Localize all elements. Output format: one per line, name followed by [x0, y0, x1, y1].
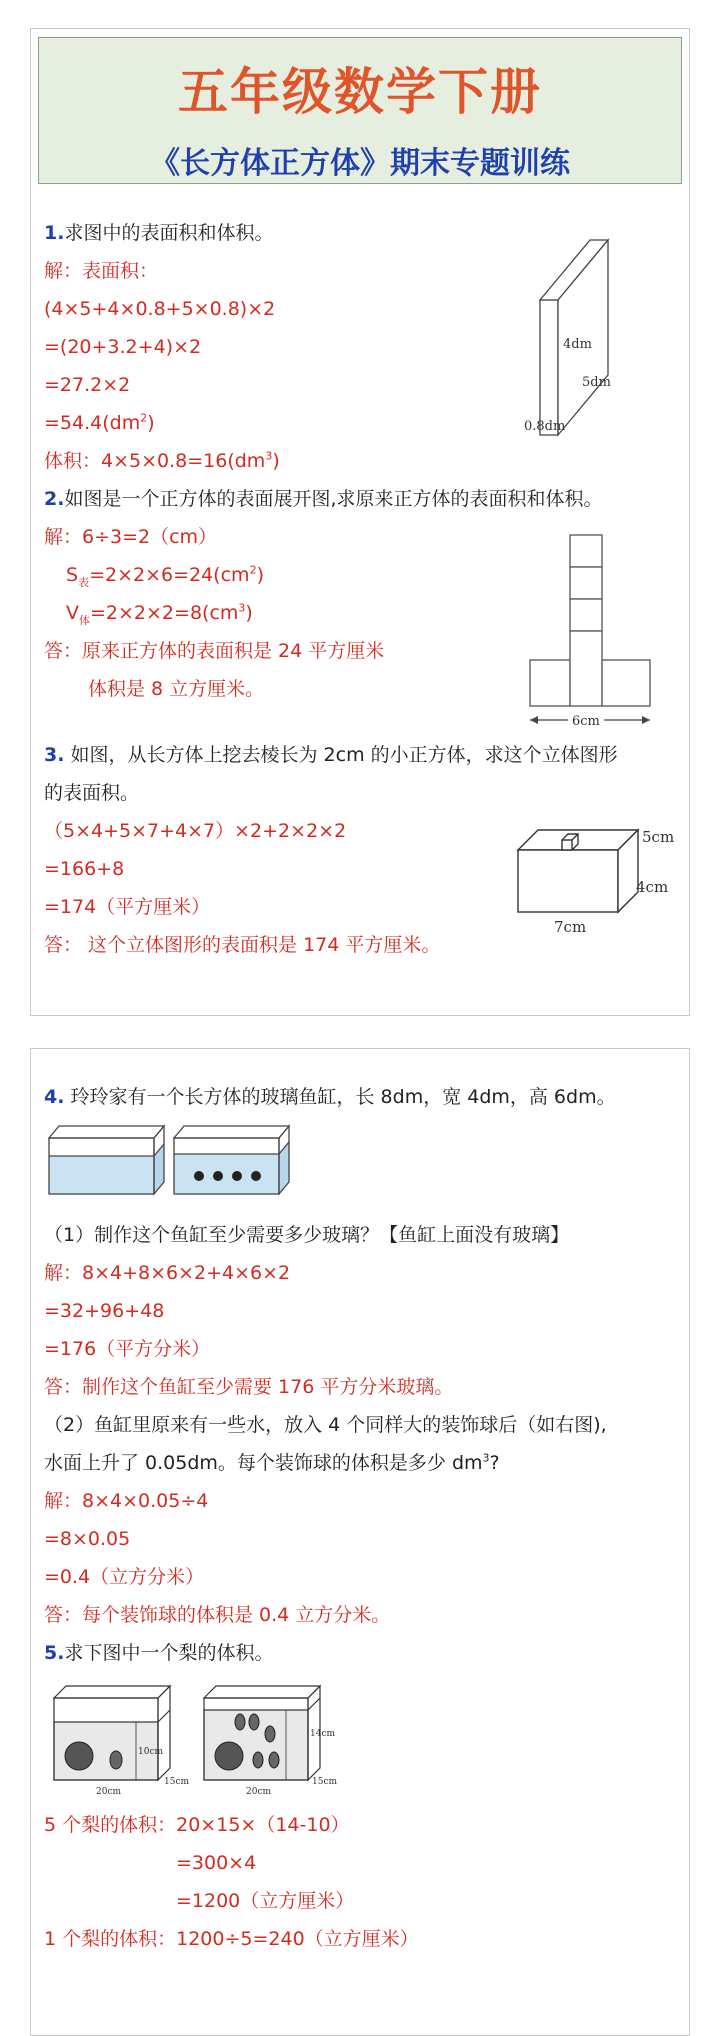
q2-line3	[66, 600, 253, 626]
q4-part1-line2: =32+96+48	[44, 1300, 165, 1322]
q1-line6	[44, 448, 280, 474]
q2-question-text: 如图是一个正方体的表面展开图,求原来正方体的表面积和体积。	[64, 488, 603, 510]
q2-question	[44, 486, 603, 512]
q2-square-left	[530, 660, 570, 706]
q1-question-text: 求图中的表面积和体积。	[64, 222, 274, 244]
q5-right-pear-4	[253, 1752, 263, 1768]
q2-line2	[66, 562, 264, 588]
q2-square-top	[570, 535, 602, 567]
q4-part2-q2-main: 水面上升了 0.05dm。每个装饰球的体积是多少 dm	[44, 1452, 483, 1474]
q5-left-height-label: 10cm	[138, 1747, 164, 1757]
q2-square-mid	[570, 631, 602, 706]
q4-number: 4.	[44, 1086, 65, 1108]
q2-line2-main: =2×2×6=24(cm	[89, 564, 250, 586]
q5-left-length-label: 20cm	[96, 1787, 122, 1797]
q4-part2-line3: =0.4（立方分米）	[44, 1566, 205, 1588]
q5-figure	[44, 1676, 344, 1801]
q5-number: 5.	[44, 1642, 65, 1664]
q1-figure	[520, 230, 650, 440]
q2-figure	[520, 530, 660, 730]
q1-line5-main: =54.4(dm	[44, 412, 141, 434]
q3-height-label: 5cm	[642, 828, 675, 846]
q5-right-pear-1	[235, 1714, 245, 1730]
q2-line3-main: =2×2×2=8(cm	[90, 602, 239, 624]
q1-line6-exp: 3	[265, 449, 273, 463]
q2-square-3	[570, 599, 602, 631]
q4-part1-line1: 解：8×4+8×6×2+4×6×2	[44, 1262, 291, 1284]
q2-line2-close: )	[256, 564, 264, 586]
q4-part2-line1: 解：8×4×0.05÷4	[44, 1490, 209, 1512]
q3-line3: =174（平方厘米）	[44, 896, 211, 918]
page-title: 五年级数学下册	[178, 62, 542, 121]
q5-line2: =300×4	[176, 1852, 257, 1874]
q4-ball-4	[251, 1171, 261, 1181]
q4-part2-line2: =8×0.05	[44, 1528, 131, 1550]
q5-right-pear-5	[269, 1752, 279, 1768]
q5-right-pear-3	[265, 1726, 275, 1742]
q1-line1: 解：表面积：	[44, 260, 159, 282]
q4-part2-question-line1: （2）鱼缸里原来有一些水，放入 4 个同样大的装饰球后（如右图),	[44, 1414, 607, 1436]
q1-line5-close: )	[147, 412, 155, 434]
q5-question-text: 求下图中一个梨的体积。	[64, 1642, 274, 1664]
q5-line3: =1200（立方厘米）	[176, 1890, 355, 1912]
q2-line2-sub: 表	[78, 575, 90, 589]
q3-box-front	[518, 850, 618, 912]
q5-left-pear	[110, 1751, 122, 1769]
q2-line4: 答：原来正方体的表面积是 24 平方厘米	[44, 640, 385, 662]
q4-part1-question: （1）制作这个鱼缸至少需要多少玻璃？【鱼缸上面没有玻璃】	[44, 1224, 570, 1246]
q3-question-line1	[44, 742, 618, 768]
q1-number: 1.	[44, 222, 65, 244]
q4-tank2-top	[174, 1126, 289, 1138]
q4-question-text: 玲玲家有一个长方体的玻璃鱼缸，长 8dm，宽 4dm，高 6dm。	[70, 1086, 616, 1108]
q5-left-apple	[65, 1742, 93, 1770]
q2-width-label: 6cm	[572, 714, 600, 729]
q3-number: 3.	[44, 744, 65, 766]
q1-height-label: 4dm	[563, 337, 592, 352]
q1-line6-close: )	[272, 450, 280, 472]
q1-line5-exp: 2	[140, 411, 148, 425]
q4-tank1-water	[49, 1156, 154, 1194]
q4-figure	[44, 1118, 294, 1198]
q4-ball-3	[232, 1171, 242, 1181]
q5-right-length-label: 20cm	[246, 1787, 272, 1797]
q3-depth-label: 4cm	[636, 878, 669, 896]
q4-part2-answer: 答：每个装饰球的体积是 0.4 立方分米。	[44, 1604, 391, 1626]
q4-part2-q2-exp: 3	[482, 1451, 490, 1465]
q2-line3-exp: 3	[238, 601, 246, 615]
q2-line5: 体积是 8 立方厘米。	[88, 678, 265, 700]
q1-question	[44, 220, 273, 246]
q5-right-apple	[215, 1742, 243, 1770]
q3-question-text: 如图，从长方体上挖去棱长为 2cm 的小正方体，求这个立体图形	[70, 744, 618, 766]
q4-ball-2	[213, 1171, 223, 1181]
q3-length-label: 7cm	[554, 918, 587, 935]
q3-figure	[510, 820, 685, 935]
q2-line3-close: )	[245, 602, 253, 624]
q5-right-depth-label: 15cm	[312, 1777, 338, 1787]
q1-line3: =(20+3.2+4)×2	[44, 336, 202, 358]
q4-question	[44, 1084, 616, 1110]
q3-line2: =166+8	[44, 858, 125, 880]
page-subtitle: 《长方体正方体》期末专题训练	[150, 146, 570, 181]
q2-line3-sub: 体	[79, 613, 90, 627]
q1-depth-label: 0.8dm	[524, 419, 566, 434]
q5-right-pear-2	[249, 1714, 259, 1730]
q5-left-depth-label: 15cm	[164, 1777, 190, 1787]
q3-line1: （5×4+5×7+4×7）×2+2×2×2	[44, 820, 347, 842]
q4-ball-1	[194, 1171, 204, 1181]
q2-line2-s: S	[66, 564, 79, 586]
q2-line1: 解：6÷3=2（cm）	[44, 526, 218, 548]
q2-square-right	[602, 660, 650, 706]
q2-line2-exp: 2	[249, 563, 257, 577]
q4-part2-question-line2	[44, 1450, 500, 1476]
q1-line6-main: 体积：4×5×0.8=16(dm	[44, 450, 266, 472]
q3-question-line2: 的表面积。	[44, 782, 140, 804]
q2-square-2	[570, 567, 602, 599]
q2-number: 2.	[44, 488, 65, 510]
q2-line3-v: V	[66, 602, 79, 624]
q5-left-top	[54, 1686, 170, 1698]
q5-question	[44, 1640, 273, 1666]
q5-line1: 5 个梨的体积：20×15×（14-10）	[44, 1814, 350, 1836]
q5-left-side	[158, 1686, 170, 1780]
q5-right-top	[204, 1686, 320, 1698]
q1-line4: =27.2×2	[44, 374, 131, 396]
q1-width-label: 5dm	[582, 375, 611, 390]
q4-tank2-water	[174, 1154, 279, 1194]
q4-part1-answer: 答：制作这个鱼缸至少需要 176 平方分米玻璃。	[44, 1376, 454, 1398]
q1-box-front	[540, 300, 558, 435]
q4-part2-q2-end: ?	[489, 1452, 500, 1474]
q4-tank1-top	[49, 1126, 164, 1138]
q5-right-height-label: 14cm	[310, 1729, 336, 1739]
page-header	[38, 37, 682, 184]
q1-line2: (4×5+4×0.8+5×0.8)×2	[44, 298, 276, 320]
q1-line5	[44, 410, 155, 436]
q5-line4: 1 个梨的体积：1200÷5=240（立方厘米）	[44, 1928, 419, 1950]
q4-part1-line3: =176（平方分米）	[44, 1338, 211, 1360]
q3-line4: 答： 这个立体图形的表面积是 174 平方厘米。	[44, 934, 441, 956]
